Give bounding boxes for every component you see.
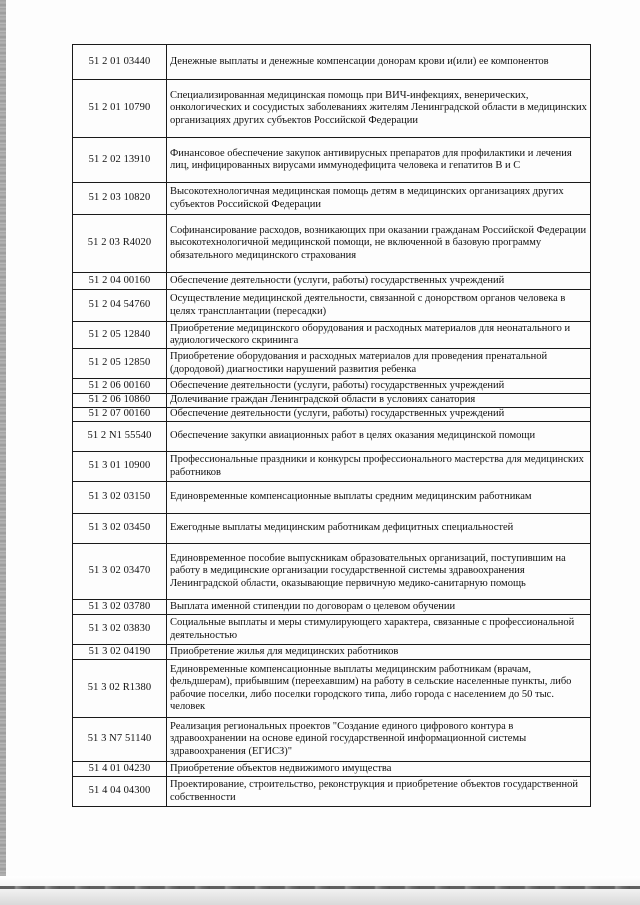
code-cell: 51 2 01 10790 xyxy=(73,80,167,138)
table-row xyxy=(73,322,591,349)
table-row xyxy=(73,349,591,379)
description-cell: Обеспечение закупки авиационных работ в целях оказания медицинской помощи xyxy=(167,422,591,452)
code-cell: 51 2 07 00160 xyxy=(73,408,167,422)
description-cell: Долечивание граждан Ленинградской области в условиях санатория xyxy=(167,394,591,408)
code-cell: 51 2 06 10860 xyxy=(73,394,167,408)
table-row xyxy=(73,482,591,514)
code-cell: 51 3 02 04190 xyxy=(73,645,167,660)
description-cell: Выплата именной стипендии по договорам о целевом обучении xyxy=(167,600,591,615)
description-cell: Проектирование, строительство, реконструкция и приобретение объектов государственной собственности xyxy=(167,777,591,807)
code-cell: 51 3 02 03780 xyxy=(73,600,167,615)
table-row xyxy=(73,138,591,183)
description-cell: Осуществление медицинской деятельности, связанной с донорством органов человека в целях трансплантации (пересадки) xyxy=(167,290,591,322)
description-cell: Единовременные компенсационные выплаты средним медицинским работникам xyxy=(167,482,591,514)
table-row xyxy=(73,615,591,645)
description-cell: Высокотехнологичная медицинская помощь детям в медицинских организациях других субъектов Российской Федерации xyxy=(167,183,591,215)
code-cell: 51 2 03 10820 xyxy=(73,183,167,215)
table-row xyxy=(73,215,591,273)
code-cell: 51 3 01 10900 xyxy=(73,452,167,482)
code-cell: 51 4 04 04300 xyxy=(73,777,167,807)
description-cell: Обеспечение деятельности (услуги, работы) государственных учреждений xyxy=(167,379,591,394)
table-row xyxy=(73,273,591,290)
table-row xyxy=(73,290,591,322)
table-row xyxy=(73,514,591,544)
description-cell: Финансовое обеспечение закупок антивирусных препаратов для профилактики и лечения лиц, инфицированных вирусами иммунодефицита человека и гепатитов В и С xyxy=(167,138,591,183)
code-cell: 51 2 01 03440 xyxy=(73,45,167,80)
description-cell: Ежегодные выплаты медицинским работникам дефицитных специальностей xyxy=(167,514,591,544)
table-row xyxy=(73,600,591,615)
code-cell: 51 3 N7 51140 xyxy=(73,718,167,762)
description-cell: Обеспечение деятельности (услуги, работы) государственных учреждений xyxy=(167,273,591,290)
code-cell: 51 2 05 12850 xyxy=(73,349,167,379)
description-cell: Обеспечение деятельности (услуги, работы) государственных учреждений xyxy=(167,408,591,422)
scan-edge-line xyxy=(0,886,640,889)
table-row xyxy=(73,452,591,482)
description-cell: Софинансирование расходов, возникающих при оказании гражданам Российской Федерации высокотехнологичной медицинской помощи, не включенной в базовую программу обязательного медицинского страхования xyxy=(167,215,591,273)
code-cell: 51 3 02 03150 xyxy=(73,482,167,514)
table-row xyxy=(73,718,591,762)
code-cell: 51 3 02 03470 xyxy=(73,544,167,600)
code-cell: 51 2 04 54760 xyxy=(73,290,167,322)
description-cell: Единовременные компенсационные выплаты медицинским работникам (врачам, фельдшерам), прибывшим (переехавшим) на работу в сельские населенные пункты, либо рабочие поселки, либо поселки городского типа, либо города с населением до 50 тыс. человек xyxy=(167,660,591,718)
table-row xyxy=(73,379,591,394)
budget-codes-table xyxy=(72,44,591,807)
description-cell: Социальные выплаты и меры стимулирующего характера, связанные с профессиональной деятельностью xyxy=(167,615,591,645)
code-cell: 51 4 01 04230 xyxy=(73,762,167,777)
description-cell: Приобретение оборудования и расходных материалов для проведения пренатальной (дородовой) диагностики нарушений развития ребенка xyxy=(167,349,591,379)
code-cell: 51 2 02 13910 xyxy=(73,138,167,183)
table-row xyxy=(73,544,591,600)
description-cell: Денежные выплаты и денежные компенсации донорам крови и(или) ее компонентов xyxy=(167,45,591,80)
code-cell: 51 3 02 03450 xyxy=(73,514,167,544)
description-cell: Реализация региональных проектов "Создание единого цифрового контура в здравоохранении на основе единой государственной информационной системы здравоохранения (ЕГИСЗ)" xyxy=(167,718,591,762)
table-row xyxy=(73,80,591,138)
code-cell: 51 2 N1 55540 xyxy=(73,422,167,452)
table-row xyxy=(73,183,591,215)
table-row xyxy=(73,777,591,807)
table-row xyxy=(73,762,591,777)
code-cell: 51 2 05 12840 xyxy=(73,322,167,349)
description-cell: Приобретение медицинского оборудования и расходных материалов для неонатального и аудиологического скрининга xyxy=(167,322,591,349)
table-row xyxy=(73,408,591,422)
description-cell: Профессиональные праздники и конкурсы профессионального мастерства для медицинских работников xyxy=(167,452,591,482)
code-cell: 51 2 06 00160 xyxy=(73,379,167,394)
scan-shadow xyxy=(0,876,640,905)
code-cell: 51 3 02 R1380 xyxy=(73,660,167,718)
code-cell: 51 2 03 R4020 xyxy=(73,215,167,273)
description-cell: Специализированная медицинская помощь при ВИЧ-инфекциях, венерических, онкологических и сосудистых заболеваниях жителям Ленинградской области в медицинских организациях других субъектов Российской Федерации xyxy=(167,80,591,138)
description-cell: Приобретение объектов недвижимого имущества xyxy=(167,762,591,777)
description-cell: Единовременное пособие выпускникам образовательных организаций, поступившим на работу в медицинские организации государственной системы здравоохранения Ленинградской области, оказывающие первичную медико-санитарную помощь xyxy=(167,544,591,600)
code-cell: 51 3 02 03830 xyxy=(73,615,167,645)
table-row xyxy=(73,645,591,660)
scan-edge xyxy=(0,0,6,890)
table-row xyxy=(73,394,591,408)
code-cell: 51 2 04 00160 xyxy=(73,273,167,290)
table-row xyxy=(73,422,591,452)
description-cell: Приобретение жилья для медицинских работников xyxy=(167,645,591,660)
table-row xyxy=(73,660,591,718)
table-row xyxy=(73,45,591,80)
